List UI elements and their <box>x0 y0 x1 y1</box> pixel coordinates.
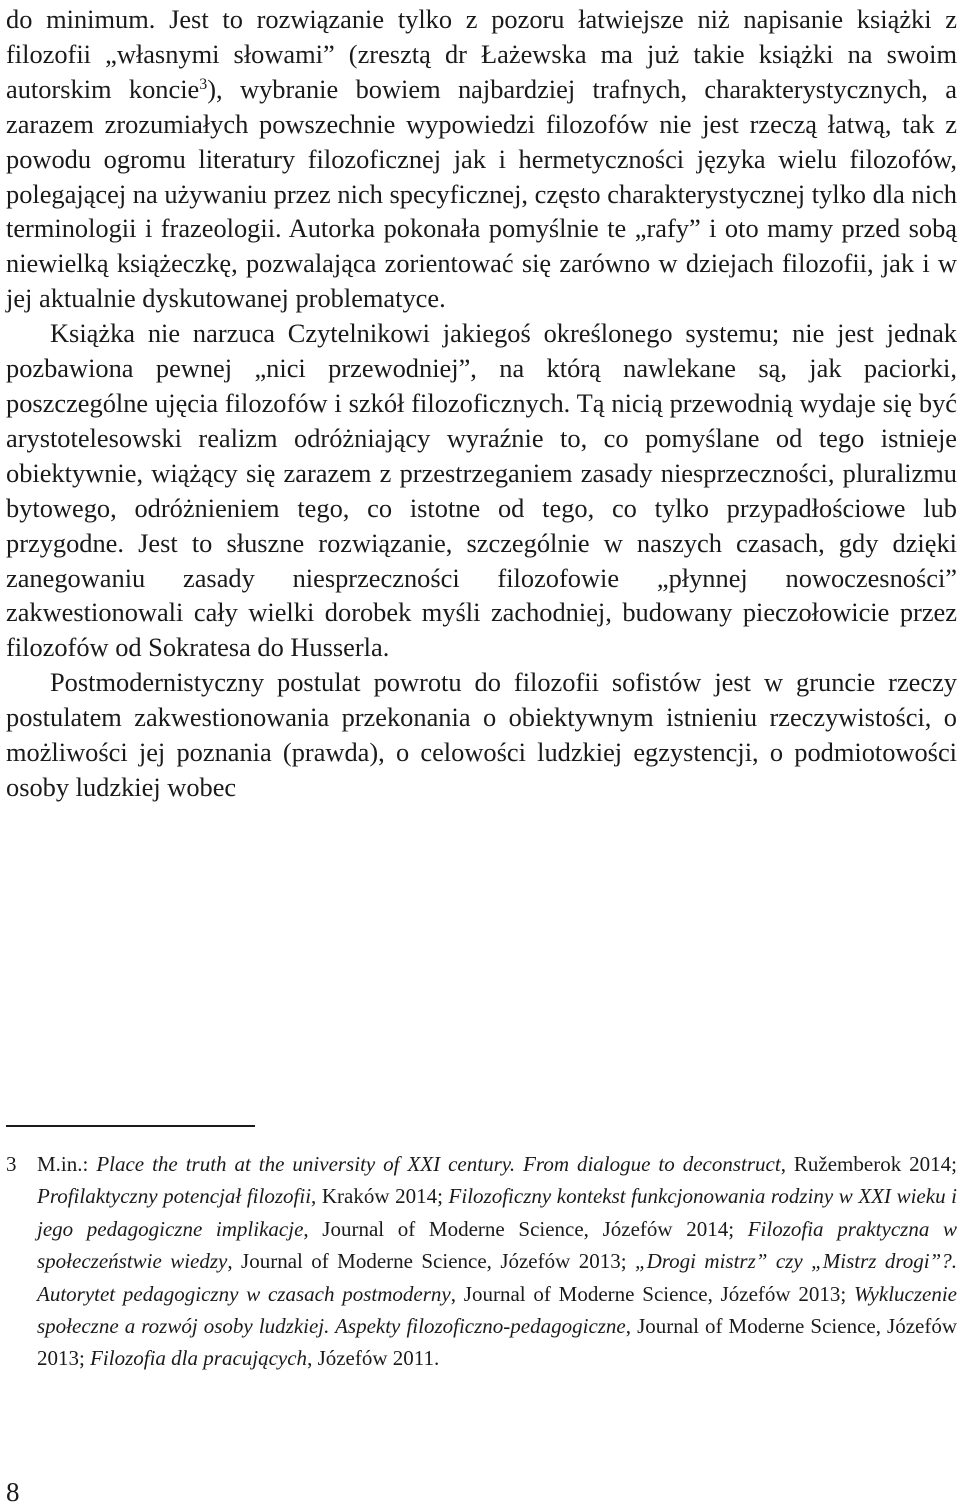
footnote-segment: M.in.: <box>37 1152 97 1176</box>
footnote-segment-italic: Filozofia dla pracujących <box>90 1346 308 1371</box>
paragraph-2: Książka nie narzuca Czytelnikowi jakiegoś określonego systemu; nie jest jednak pozbawiona pewnej „nici przewodniej”, na którą nawlekane są, jak paciorki, poszczególne ujęcia filozofów i szkół filozoficznych. Tą nicią przewodnią wydaje się być arystotelesowski realizm odróżniający wyraźnie to, co pomyślane od tego istnieje obiektywnie, wiążący się zarazem z przestrzeganiem zasady niesprzeczności, pluralizmu bytowego, odróżnieniem tego, co istotne od tego, co tylko przypadłościowe lub przygodne. Jest to słuszne rozwiązanie, szczególnie w naszych czasach, gdy dzięki zanegowaniu zasady niesprzeczności filozofowie „płynnej nowoczesności” zakwestionowali cały wielki dorobek myśli zachodniej, budowany pieczołowicie przez filozofów od Sokratesa do Husserla. <box>6 318 957 663</box>
footnote-segment-italic: „Drogi mistrz” czy „Mistrz drogi”?. Autorytet pedagogiczny w czasach postmoderny <box>37 1249 957 1306</box>
paragraph-1-text-start: do minimum. Jest to rozwiązanie tylko z pozoru łatwiejsze niż napisanie książki z filozofii „własnymi słowami” (zresztą dr Łażewska ma już takie książki na swoim autorskim koncie <box>6 4 957 104</box>
footnote-segment-italic: Filozofia praktyczna w społeczeństwie wiedzy <box>37 1216 957 1274</box>
footnote-segment: , Józefów 2011. <box>307 1346 440 1371</box>
footnote-segment-italic: Filozoficzny kontekst funkcjonowania rodziny w XXI wieku i jego pedagogiczne implikacje <box>37 1184 957 1241</box>
footnote-segment-italic: Profilaktyczny potencjał filozofii <box>37 1184 312 1209</box>
footnote-reference-3[interactable]: 3 <box>199 75 208 93</box>
footnote-number: 3 <box>6 1152 17 1176</box>
footnote-segment: , Ružemberok 2014; <box>780 1152 957 1176</box>
footnote-segment: , Journal of Moderne Science, Józefów 2013; <box>450 1281 854 1306</box>
footnote-segment: , Kraków 2014; <box>311 1184 449 1209</box>
footnote-segment: , Journal of Moderne Science, Józefów 2013; <box>227 1249 635 1274</box>
paragraph-1 <box>6 2 957 316</box>
footnote-segment-italic: Place the truth at the university of XXI century. From dialogue to deconstruct <box>96 1152 781 1176</box>
footnote-text <box>37 1148 957 1375</box>
footnote-segment: , Journal of Moderne Science, Józefów 2014; <box>303 1216 748 1241</box>
footnote-segment: , Journal of Moderne Science, Józefów 2013; <box>37 1314 958 1371</box>
page-number: 8 <box>6 1477 20 1507</box>
footnote-segment-italic: Wykluczenie społeczne a rozwój osoby ludzkiej. Aspekty filozoficzno-pedagogiczne <box>37 1281 957 1339</box>
body-text <box>6 2 957 805</box>
paragraph-3: Postmodernistyczny postulat powrotu do filozofii sofistów jest w gruncie rzeczy postulatem zakwestionowania przekonania o obiektywnym istnieniu rzeczywistości, o możliwości jej poznania (prawda), o celowości ludzkiej egzystencji, o podmiotowości osoby ludzkiej wobec <box>6 667 957 802</box>
paragraph-1-text-end: ), wybranie bowiem najbardziej trafnych, charakterystycznych, a zarazem zrozumiałych powszechnie wypowiedzi filozofów nie jest rzeczą łatwą, tak z powodu ogromu literatury filozoficznej jak i hermetyczności języka wielu filozofów, polegającej na używaniu przez nich specyficznej, często charakterystycznej tylko dla nich terminologii i frazeologii. Autorka pokonała pomyślnie te „rafy” i oto mamy przed sobą niewielką książeczkę, pozwalająca zorientować się zarówno w dziejach filozofii, jak i w jej aktualnie dyskutowanej problematyce. <box>6 73 957 314</box>
footnote-separator <box>6 1125 255 1127</box>
